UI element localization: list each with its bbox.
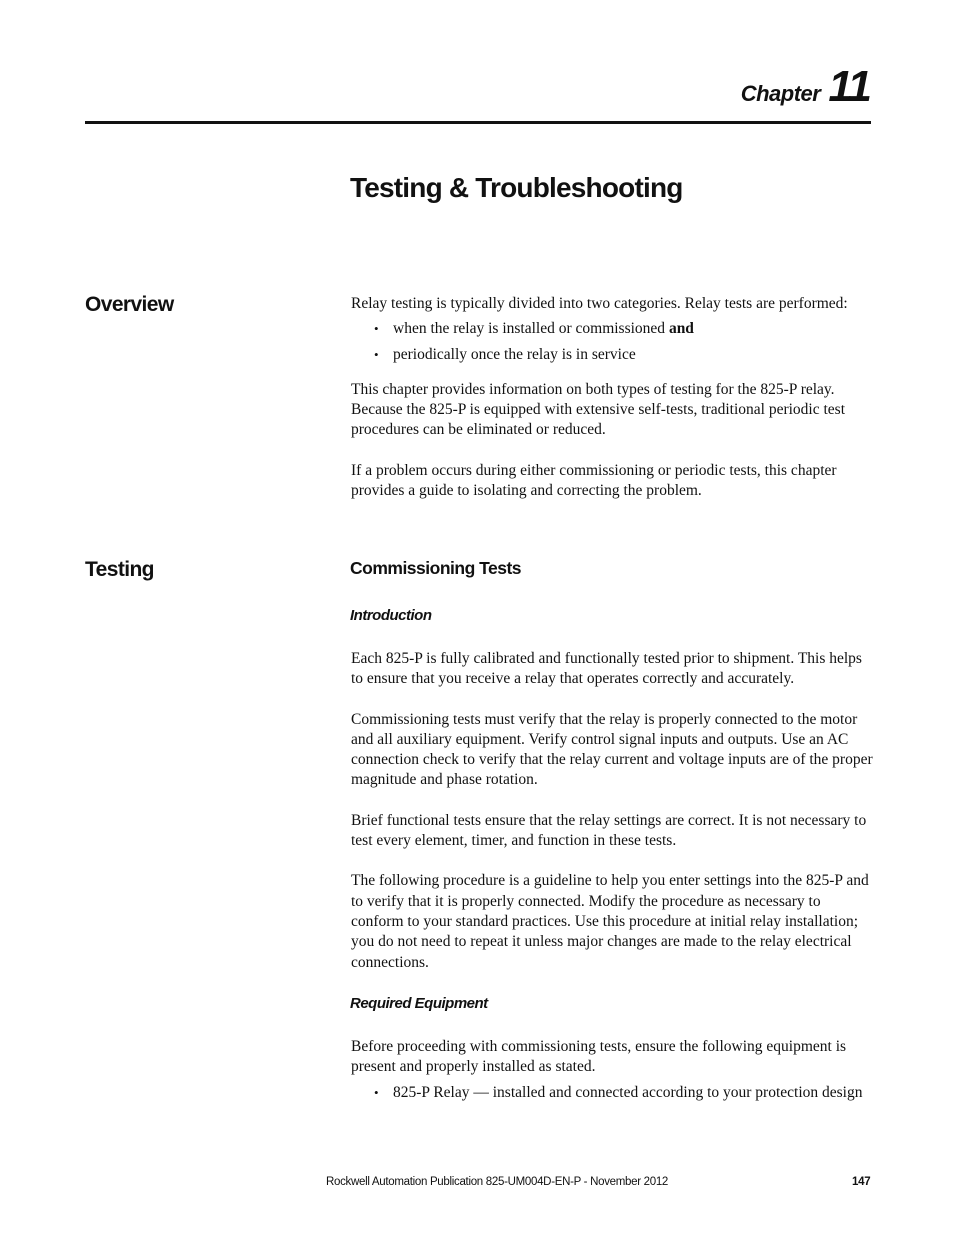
testing-paragraph-2: Commissioning tests must verify that the relay is properly connected to the motor and all auxiliary equipment. Verify control signal inputs and outputs. Use an AC connection check to verify that the relay current and voltage inputs are of the proper magnitude and phase rotation. bbox=[351, 710, 873, 789]
page-number: 147 bbox=[852, 1176, 871, 1188]
overview-paragraph-2: If a problem occurs during either commissioning or periodic tests, this chapter provides a guide to isolating and correcting the problem. bbox=[351, 461, 837, 500]
bullet-icon: • bbox=[374, 321, 379, 337]
overview-intro: Relay testing is typically divided into two categories. Relay tests are performed: bbox=[351, 295, 848, 312]
header-rule bbox=[85, 121, 871, 124]
commissioning-tests-heading: Commissioning Tests bbox=[350, 558, 522, 578]
required-equipment-body bbox=[351, 1037, 873, 1108]
introduction-heading: Introduction bbox=[350, 607, 432, 624]
overview-paragraph-1: This chapter provides information on both types of testing for the 825-P relay. Because the 825-P is equipped with extensive self-tests, traditional periodic test procedures can be eliminated or reduced. bbox=[351, 380, 846, 439]
chapter-label: Chapter bbox=[740, 81, 821, 106]
testing-paragraph-3: Brief functional tests ensure that the relay settings are correct. It is not necessary to test every element, timer, and function in these tests. bbox=[351, 811, 867, 850]
bullet-icon: • bbox=[374, 346, 379, 362]
bullet-icon: • bbox=[374, 1084, 379, 1100]
required-equipment-heading: Required Equipment bbox=[350, 995, 488, 1012]
list-item: • when the relay is installed or commissioned and bbox=[351, 319, 873, 339]
footer-publication: Rockwell Automation Publication 825-UM004D-EN-P - November 2012 bbox=[326, 1176, 669, 1188]
chapter-number: 11 bbox=[828, 62, 870, 111]
testing-paragraph-1: Each 825-P is fully calibrated and functionally tested prior to shipment. This helps to ensure that you receive a relay that operates correctly and accurately. bbox=[351, 650, 862, 688]
equipment-bullet-list bbox=[351, 1083, 873, 1103]
testing-paragraph-4: The following procedure is a guideline to help you enter settings into the 825-P and to verify that it is properly connected. Modify the procedure as necessary to conform to your standard practices. Use this procedure at initial relay installation; you do not need to repeat it unless major changes are made to the relay electrical connections. bbox=[351, 872, 869, 971]
chapter-header bbox=[741, 62, 870, 112]
required-equipment-paragraph: Before proceeding with commissioning tests, ensure the following equipment is present and properly installed as stated. bbox=[351, 1038, 847, 1076]
list-item: • 825-P Relay — installed and connected according to your protection design bbox=[351, 1083, 873, 1103]
list-item: • periodically once the relay is in service bbox=[351, 345, 873, 365]
testing-heading: Testing bbox=[85, 558, 154, 581]
overview-heading: Overview bbox=[85, 293, 174, 316]
overview-bullet-list bbox=[351, 319, 873, 365]
testing-body bbox=[351, 649, 873, 973]
page-title: Testing & Troubleshooting bbox=[350, 172, 683, 203]
overview-body bbox=[351, 294, 873, 501]
